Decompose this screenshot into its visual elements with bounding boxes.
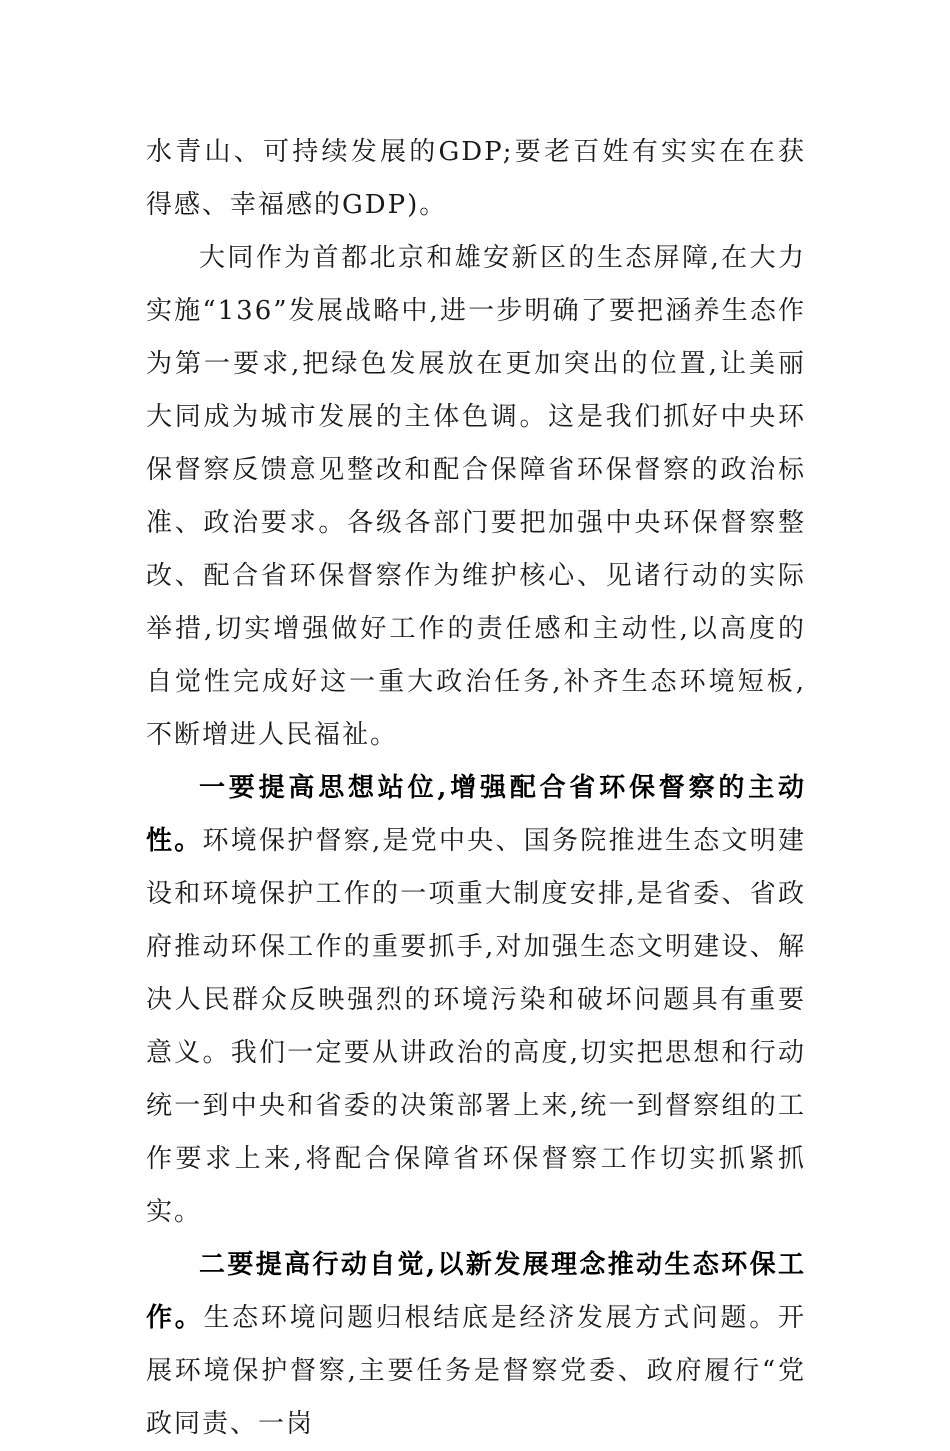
paragraph-4 bbox=[146, 1239, 806, 1451]
paragraph-1 bbox=[146, 126, 806, 232]
paragraph-4-text: 生态环境问题归根结底是经济发展方式问题。开展环境保护督察,主要任务是督察党委、政府履行“党政同责、一岗 bbox=[146, 1303, 806, 1439]
document-body bbox=[146, 126, 806, 1451]
paragraph-1-text: 水青山、可持续发展的GDP;要老百姓有实实在在获得感、幸福感的GDP)。 bbox=[146, 137, 806, 220]
paragraph-2-text: 大同作为首都北京和雄安新区的生态屏障,在大力实施“136”发展战略中,进一步明确了要把涵养生态作为第一要求,把绿色发展放在更加突出的位置,让美丽大同成为城市发展的主体色调。这是我们抓好中央环保督察反馈意见整改和配合保障省环保督察的政治标准、政治要求。各级各部门要把加强中央环保督察整改、配合省环保督察作为维护核心、见诸行动的实际举措,切实增强做好工作的责任感和主动性,以高度的自觉性完成好这一重大政治任务,补齐生态环境短板,不断增进人民福祉。 bbox=[146, 243, 806, 750]
paragraph-3-heading: 一要提高思想站位,增强配合省环保督察的主动性。 bbox=[146, 773, 806, 856]
paragraph-3 bbox=[146, 762, 806, 1239]
paragraph-2 bbox=[146, 232, 806, 762]
paragraph-3-text: 环境保护督察,是党中央、国务院推进生态文明建设和环境保护工作的一项重大制度安排,是省委、省政府推动环保工作的重要抓手,对加强生态文明建设、解决人民群众反映强烈的环境污染和破坏问题具有重要意义。我们一定要从讲政治的高度,切实把思想和行动统一到中央和省委的决策部署上来,统一到督察组的工作要求上来,将配合保障省环保督察工作切实抓紧抓实。 bbox=[146, 826, 806, 1227]
paragraph-4-heading: 二要提高行动自觉,以新发展理念推动生态环保工作。 bbox=[146, 1250, 806, 1333]
